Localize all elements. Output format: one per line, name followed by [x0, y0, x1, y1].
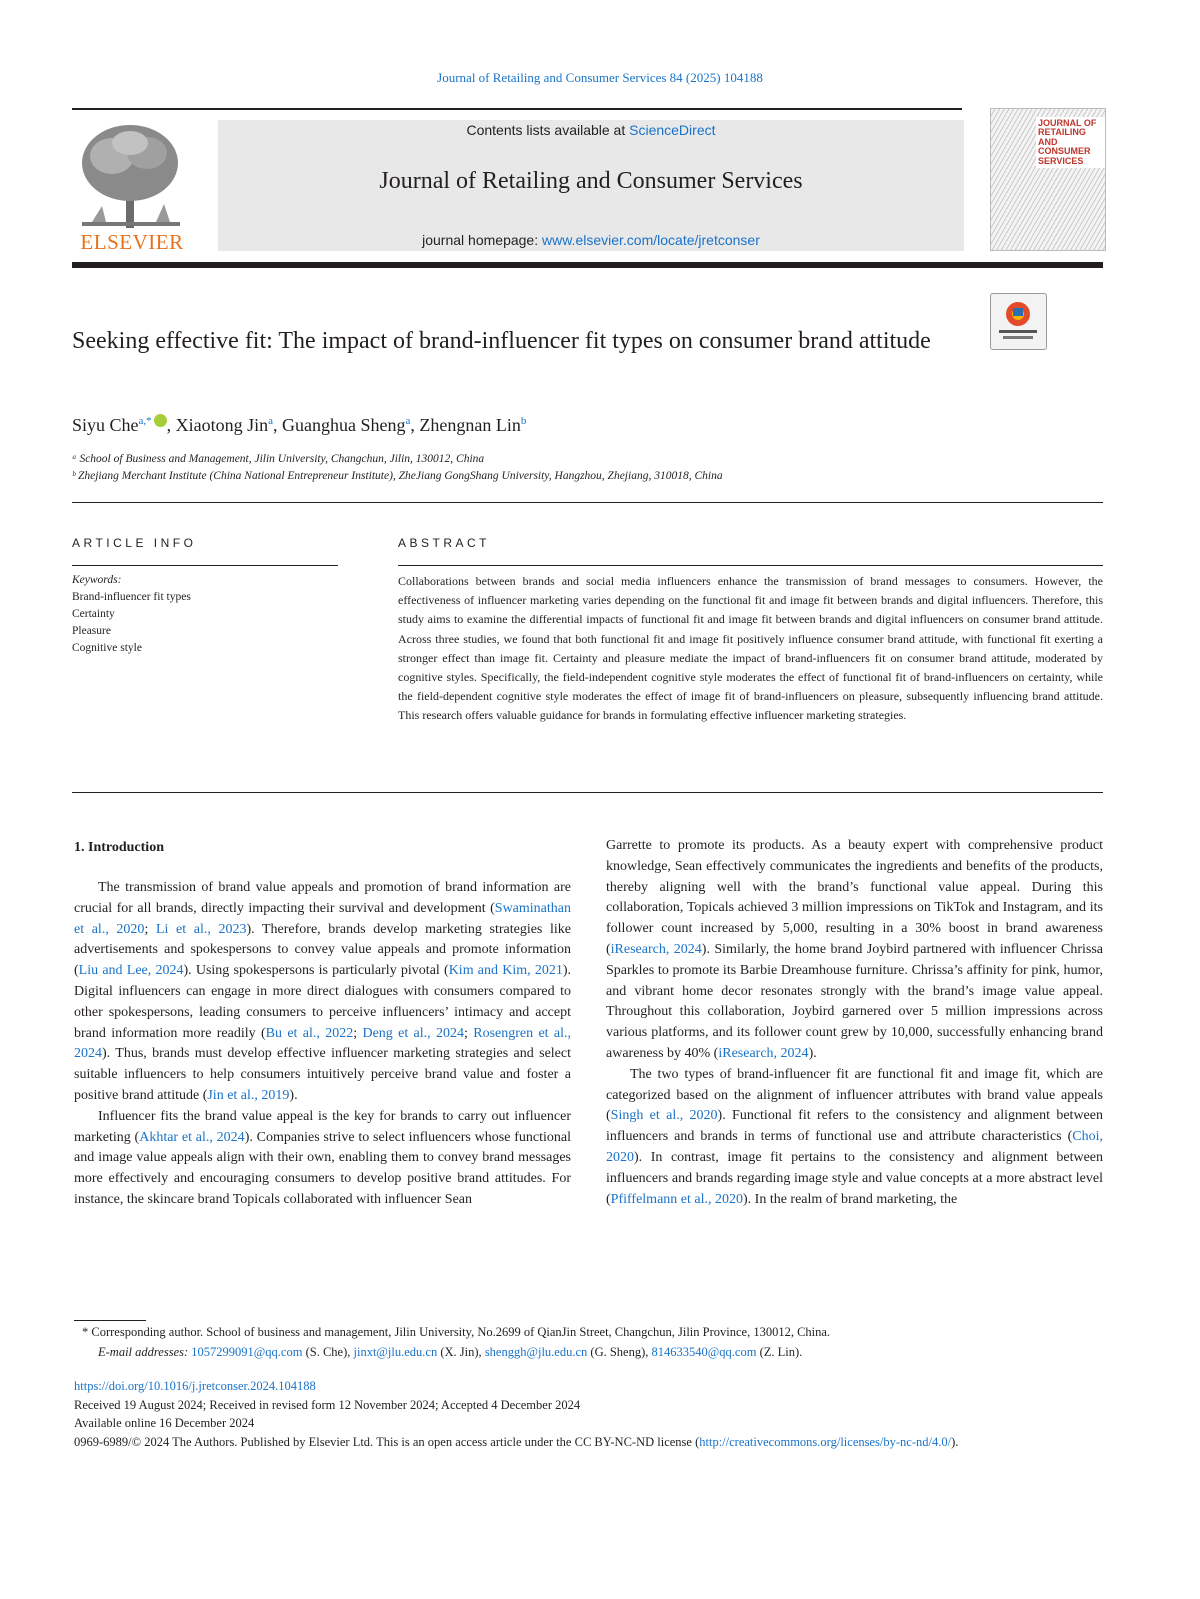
- corresponding-author-note: * Corresponding author. School of business and management, Jilin University, No.2699 of QianJin Street, Changchun, Jilin Province, 130012, China.: [82, 1325, 831, 1339]
- text: The transmission of brand value appeals and promotion of brand information are crucial for all brands, directly impacting their survival and development (: [74, 880, 571, 916]
- header-thick-rule: [72, 262, 1103, 268]
- keyword: Certainty: [72, 608, 115, 620]
- affiliation-a: ᵃ School of Business and Management, Jilin University, Changchun, Jilin, 130012, China: [72, 453, 485, 465]
- text: ). Similarly, the home brand Joybird partnered with influencer Chrissa Sparkles to promote its Barbie Dreamhouse furniture. Chrissa’s affinity for pink, humor, and vibrant home decor resonates strongly with the brand’s image value appeal. Throughout this collaboration, Joybird garnered over 5 million impressions across various platforms, and its follower count grew by 10,000, successfully enhancing brand awareness by 40% (: [606, 941, 1104, 1061]
- email-link[interactable]: 1057299091@qq.com: [191, 1345, 303, 1359]
- citation-link[interactable]: iResearch, 2024: [718, 1045, 809, 1061]
- email-link[interactable]: shenggh@jlu.edu.cn: [484, 1345, 588, 1359]
- paragraph: [606, 836, 1103, 1065]
- journal-title: Journal of Retailing and Consumer Services: [379, 168, 803, 194]
- running-head[interactable]: Journal of Retailing and Consumer Services 84 (2025) 104188: [437, 70, 763, 85]
- article-info-heading: ARTICLE INFO: [72, 536, 197, 550]
- email-label: E-mail addresses:: [98, 1345, 192, 1359]
- citation-link[interactable]: Pfiffelmann et al., 2020: [610, 1191, 743, 1207]
- abstract-text: Collaborations between brands and social media influencers enhance the transmission of brand messages to consumers. However, the effectiveness of influencer marketing varies depending on the functional fit and image fit between brands and digital influencers. Therefore, this study aims to examine the differential impacts of functional fit and image fit between brands and digital influencers on consumer brand attitude. Across three studies, we found that both functional fit and image fit positively influence consumer brand attitude, with functional fit exerting a stronger effect than image fit. Certainty and pleasure mediate the impact of brand-influencers fit on consumer brand attitude, moderated by cognitive styles. Specifically, the field-independent cognitive style moderates the effect of functional fit of brand-influencers on certainty, while the field-dependent cognitive style moderates the effect of image fit of brand-influencers on pleasure, subsequently influencing brand attitude. This research offers valuable guidance for brands in formulating effective influencer marketing strategies.: [398, 574, 1103, 723]
- text: 0969-6989/© 2024 The Authors. Published by Elsevier Ltd. This is an open access article under the CC BY-NC-ND license (: [74, 1435, 700, 1449]
- contents-prefix: Contents lists available at: [466, 122, 630, 138]
- citation-link[interactable]: Choi, 2020: [606, 1129, 1103, 1165]
- divider: [72, 502, 1103, 503]
- citation-link[interactable]: Deng et al., 2024: [362, 1025, 465, 1041]
- text: ;: [353, 1025, 363, 1041]
- license-statement: [74, 1433, 1104, 1451]
- keywords-label: Keywords:: [72, 574, 122, 586]
- email-link[interactable]: jinxt@jlu.edu.cn: [353, 1345, 438, 1359]
- citation-link[interactable]: Rosengren et al., 2024: [74, 1025, 572, 1062]
- divider: [398, 565, 1103, 566]
- paragraph: [74, 878, 571, 1107]
- journal-banner: [218, 120, 964, 251]
- abstract-heading: ABSTRACT: [398, 536, 491, 550]
- footnote-rule: [74, 1320, 146, 1321]
- author-sup[interactable]: b: [520, 415, 527, 427]
- citation-link[interactable]: Singh et al., 2020: [610, 1108, 718, 1124]
- author-sup[interactable]: a: [405, 415, 411, 427]
- citation-link[interactable]: Akhtar et al., 2024: [139, 1129, 245, 1145]
- text: ). In the realm of brand marketing, the: [743, 1191, 958, 1207]
- homepage-prefix: journal homepage:: [422, 232, 542, 248]
- text: ).: [951, 1435, 959, 1449]
- citation-link[interactable]: Bu et al., 2022: [265, 1025, 354, 1041]
- contents-line: [218, 122, 964, 138]
- orcid-icon[interactable]: [154, 414, 167, 427]
- elsevier-wordmark: ELSEVIER: [80, 230, 184, 254]
- email-link[interactable]: 814633540@qq.com: [651, 1345, 757, 1359]
- author-list: Siyu Che$^{a,*}$ , Xiaotong Jin$^a$, Guanghua Sheng$^a$, Zhengnan Lin$^b$: [72, 415, 527, 435]
- keywords-block: [72, 572, 191, 657]
- paragraph: [74, 1107, 571, 1211]
- citation-link[interactable]: Kim and Kim, 2021: [448, 963, 563, 979]
- cover-title: JOURNAL OF RETAILING AND CONSUMER SERVICES: [1036, 117, 1105, 168]
- author-name[interactable]: Guanghua Sheng: [282, 415, 406, 435]
- citation-link[interactable]: iResearch, 2024: [610, 941, 702, 957]
- journal-cover-image[interactable]: [990, 108, 1106, 251]
- text: (X. Jin),: [437, 1345, 485, 1359]
- author-sup[interactable]: a,*: [138, 415, 152, 427]
- homepage-line: [218, 232, 964, 248]
- text: ;: [464, 1025, 474, 1041]
- author-sup[interactable]: a: [268, 415, 274, 427]
- text: ). In contrast, image fit pertains to the consistency and alignment between influencers and brands regarding image style and value concepts at a more abstract level (: [606, 1149, 1103, 1207]
- check-for-updates-icon[interactable]: [990, 293, 1047, 350]
- journal-homepage-link[interactable]: www.elsevier.com/locate/jretconser: [542, 232, 760, 248]
- divider: [72, 565, 338, 566]
- divider: [72, 792, 1103, 793]
- author-name[interactable]: Zhengnan Lin: [419, 415, 521, 435]
- keyword: Brand-influencer fit types: [72, 591, 191, 603]
- author-name[interactable]: Xiaotong Jin: [175, 415, 269, 435]
- keyword: Cognitive style: [72, 642, 142, 654]
- text: ). Using spokespersons is particularly pivotal (: [183, 963, 449, 979]
- doi-link[interactable]: https://doi.org/10.1016/j.jretconser.2024.104188: [74, 1379, 316, 1393]
- text: ). Companies strive to select influencers whose functional and image value appeals align with their own, enabling them to convey brand messages more effectively and encouraging consumers to develop positive brand attitudes. For instance, the skincare brand Topicals collaborated with influencer Sean: [74, 1129, 571, 1207]
- section-heading-introduction: 1. Introduction: [74, 840, 164, 855]
- header-rule: [72, 108, 962, 110]
- article-title: Seeking effective fit: The impact of brand-influencer fit types on consumer brand attitude: [72, 328, 931, 354]
- text: Garrette to promote its products. As a beauty expert with comprehensive product knowledge, Sean effectively communicates the ingredients and benefits of the products, thereby aligning well with the brand’s functional value appeal. During this collaboration, Topicals achieved 3 million impressions on TikTok and Instagram, and its follower count increased by 5,000, resulting in a 30% boost in brand awareness (: [606, 838, 1103, 957]
- text: ). Thus, brands must develop effective influencer marketing strategies and select suitable influencers to help consumers intuitively perceive brand value and foster a positive brand attitude (: [74, 1046, 571, 1103]
- citation-link[interactable]: Swaminathan et al., 2020: [74, 900, 571, 937]
- author-name[interactable]: Siyu Che: [72, 415, 139, 435]
- text: Influencer fits the brand value appeal is the key for brands to carry out influencer marketing (: [74, 1108, 571, 1145]
- text: ). Therefore, brands develop marketing strategies like advertisements and spokespersons to convey value appeals and promote information (: [74, 921, 571, 979]
- affiliation-b: ᵇ Zhejiang Merchant Institute (China National Entrepreneur Institute), ZheJiang GongShang University, Hangzhou, Zhejiang, 310018, China: [72, 470, 723, 482]
- text: (Z. Lin).: [756, 1345, 803, 1359]
- body-column-left: [74, 878, 571, 1211]
- sciencedirect-link[interactable]: ScienceDirect: [629, 122, 716, 138]
- email-addresses: [98, 1345, 802, 1360]
- available-online: Available online 16 December 2024: [74, 1416, 255, 1430]
- citation-link[interactable]: Jin et al., 2019: [207, 1087, 290, 1103]
- keyword: Pleasure: [72, 625, 111, 637]
- citation-link[interactable]: Liu and Lee, 2024: [78, 963, 184, 979]
- text: The two types of brand-influencer fit are functional fit and image fit, which are categorized based on the alignment of influencer attributes with brand value appeals (: [606, 1066, 1103, 1124]
- body-column-right: [606, 836, 1103, 1210]
- text: ). Digital influencers can engage in more direct dialogues with consumers compared to other spokespersons, leading consumers to perceive influencers’ intimacy and accept brand information more readily (: [74, 963, 572, 1041]
- text: ).: [808, 1045, 817, 1061]
- license-link[interactable]: http://creativecommons.org/licenses/by-nc-nd/4.0/: [699, 1435, 952, 1449]
- received-dates: Received 19 August 2024; Received in revised form 12 November 2024; Accepted 4 December 2024: [74, 1398, 581, 1412]
- text: (G. Sheng),: [587, 1345, 652, 1359]
- text: ). Functional fit refers to the consistency and alignment between influencers and brands in terms of functional use and attribute characteristics (: [606, 1108, 1103, 1145]
- text: ).: [289, 1087, 298, 1103]
- text: (S. Che),: [302, 1345, 354, 1359]
- text: ;: [144, 921, 156, 937]
- paragraph: [606, 1065, 1103, 1211]
- citation-link[interactable]: Li et al., 2023: [155, 921, 247, 937]
